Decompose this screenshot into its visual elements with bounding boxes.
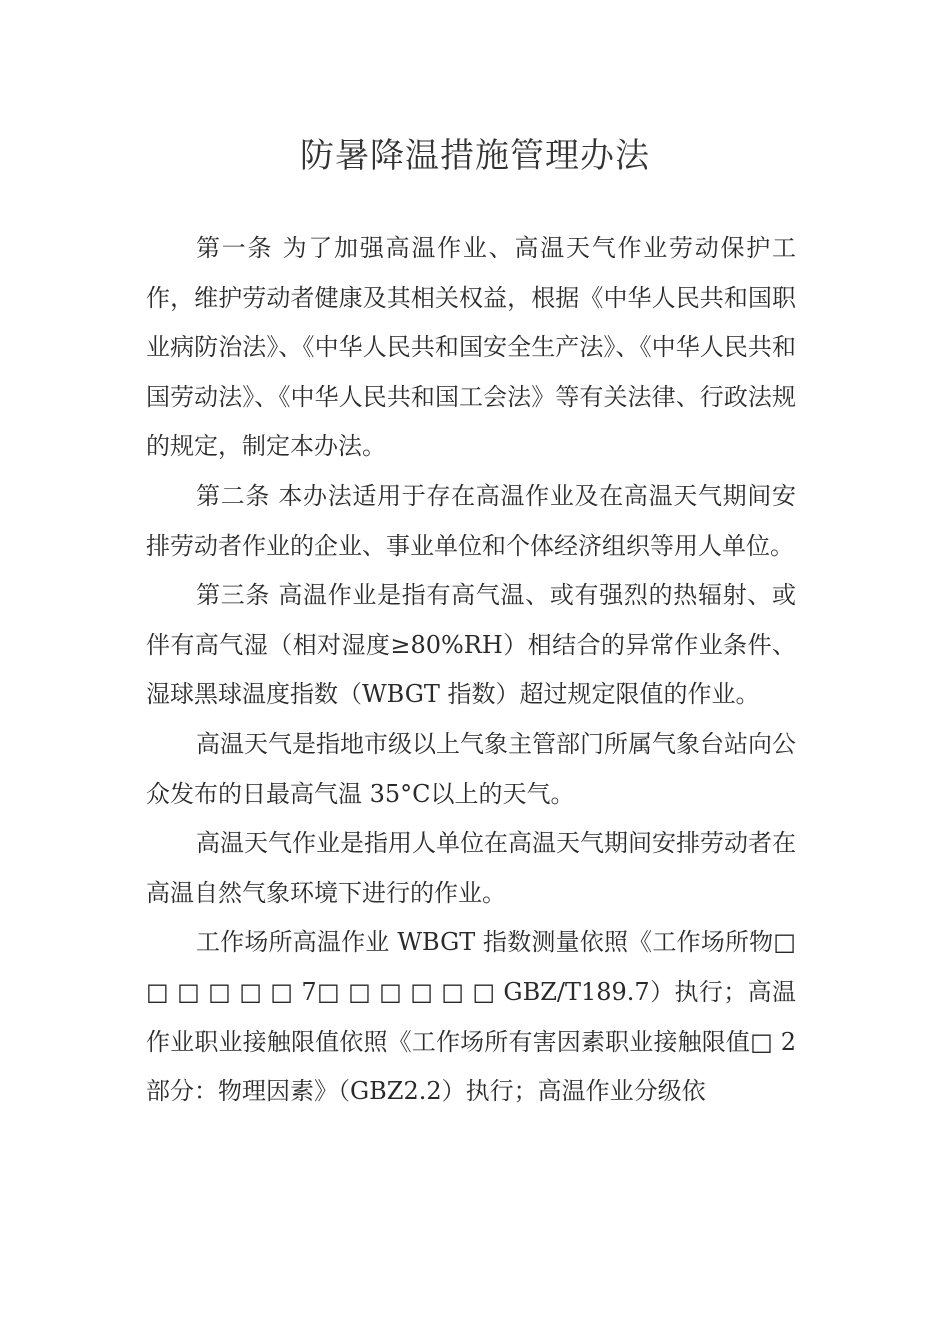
paragraph-article-2: 第二条 本办法适用于存在高温作业及在高温天气期间安排劳动者作业的企业、事业单位和个体经济组织等用人单位。: [146, 481, 796, 560]
paragraph-high-temp-weather-work: 高温天气作业是指用人单位在高温天气期间安排劳动者在高温自然气象环境下进行的作业。: [146, 829, 796, 907]
document-body: [146, 224, 796, 1117]
paragraph-article-3: 第三条 高温作业是指有高气温、或有强烈的热辐射、或伴有高气湿（相对湿度≥80%RH）相结合的异常作业条件、湿球黑球温度指数（WBGT 指数）超过规定限值的作业。: [146, 581, 796, 709]
paragraph-article-1: 第一条 为了加强高温作业、高温天气作业劳动保护工作，维护劳动者健康及其相关权益，根据《中华人民共和国职业病防治法》、《中华人民共和国安全生产法》、《中华人民共和国劳动法》、《中华人民共和国工会法》等有关法律、行政法规的规定，制定本办法。: [146, 234, 796, 461]
document-title: 防暑降温措施管理办法: [300, 136, 650, 176]
paragraph-wbgt-measurement: 工作场所高温作业 WBGT 指数测量依照《工作场所物□ □ □ □ □ □ 7□ □ □ □ □ □ GBZ/T189.7）执行；高温作业职业接触限值依照《工作场所有害因素职业接触限值□ 2 部分：物理因素》（GBZ2.2）执行；高温作业分级依: [146, 928, 796, 1106]
paragraph-high-temp-weather: 高温天气是指地市级以上气象主管部门所属气象台站向公众发布的日最高气温 35°C以上的天气。: [146, 729, 796, 808]
